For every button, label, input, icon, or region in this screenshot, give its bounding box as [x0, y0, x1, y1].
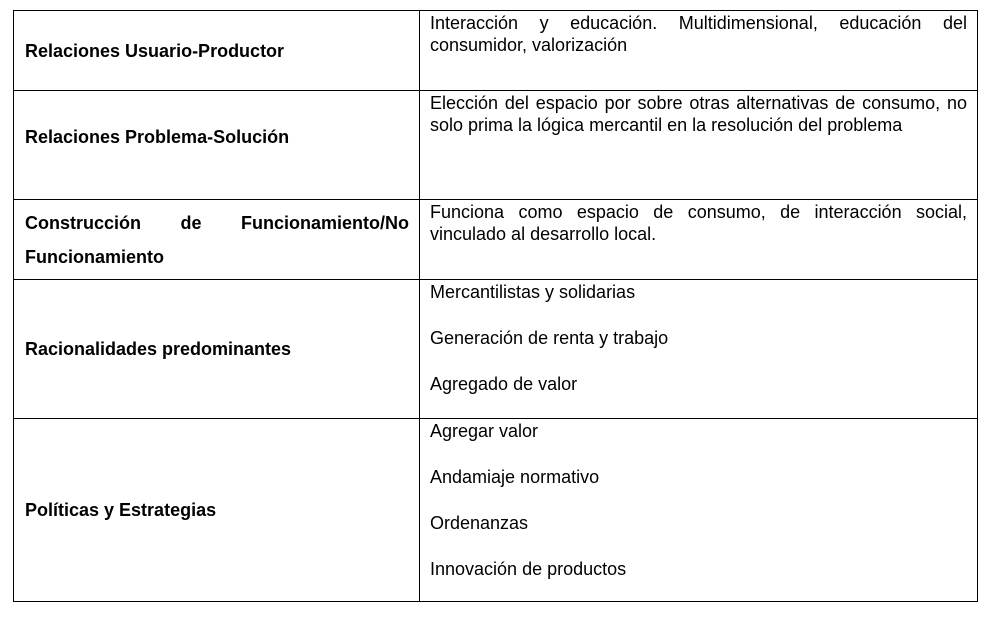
list-item: Ordenanzas	[430, 513, 529, 533]
table-row	[14, 280, 978, 419]
row-description	[420, 280, 978, 419]
table-row	[14, 11, 978, 91]
description-text: Elección del espacio por sobre otras alternativas de consumo, no solo prima la lógica mercantil en la resolución del problema	[430, 93, 967, 135]
description-text: Interacción y educación. Multidimensional, educación del consumidor, valorización	[430, 13, 967, 55]
row-description	[420, 419, 978, 602]
list-item: Generación de renta y trabajo	[430, 328, 669, 348]
table-row	[14, 91, 978, 200]
list-item: Agregar valor	[430, 421, 539, 441]
row-description	[420, 11, 978, 91]
list-item: Agregado de valor	[430, 374, 578, 394]
list-item: Innovación de productos	[430, 559, 627, 579]
table-row	[14, 200, 978, 280]
row-label: Políticas y Estrategias	[14, 419, 420, 602]
analysis-table	[13, 10, 978, 602]
list-item: Mercantilistas y solidarias	[430, 282, 636, 302]
row-description	[420, 91, 978, 200]
row-label: Racionalidades predominantes	[14, 280, 420, 419]
row-label: Relaciones Usuario-Productor	[14, 11, 420, 91]
list-item: Andamiaje normativo	[430, 467, 600, 487]
description-text: Funciona como espacio de consumo, de interacción social, vinculado al desarrollo local.	[430, 202, 967, 244]
row-label: Construcción de Funcionamiento/No Funcionamiento	[14, 200, 420, 280]
row-description	[420, 200, 978, 280]
row-label: Relaciones Problema-Solución	[14, 91, 420, 200]
table-row	[14, 419, 978, 602]
